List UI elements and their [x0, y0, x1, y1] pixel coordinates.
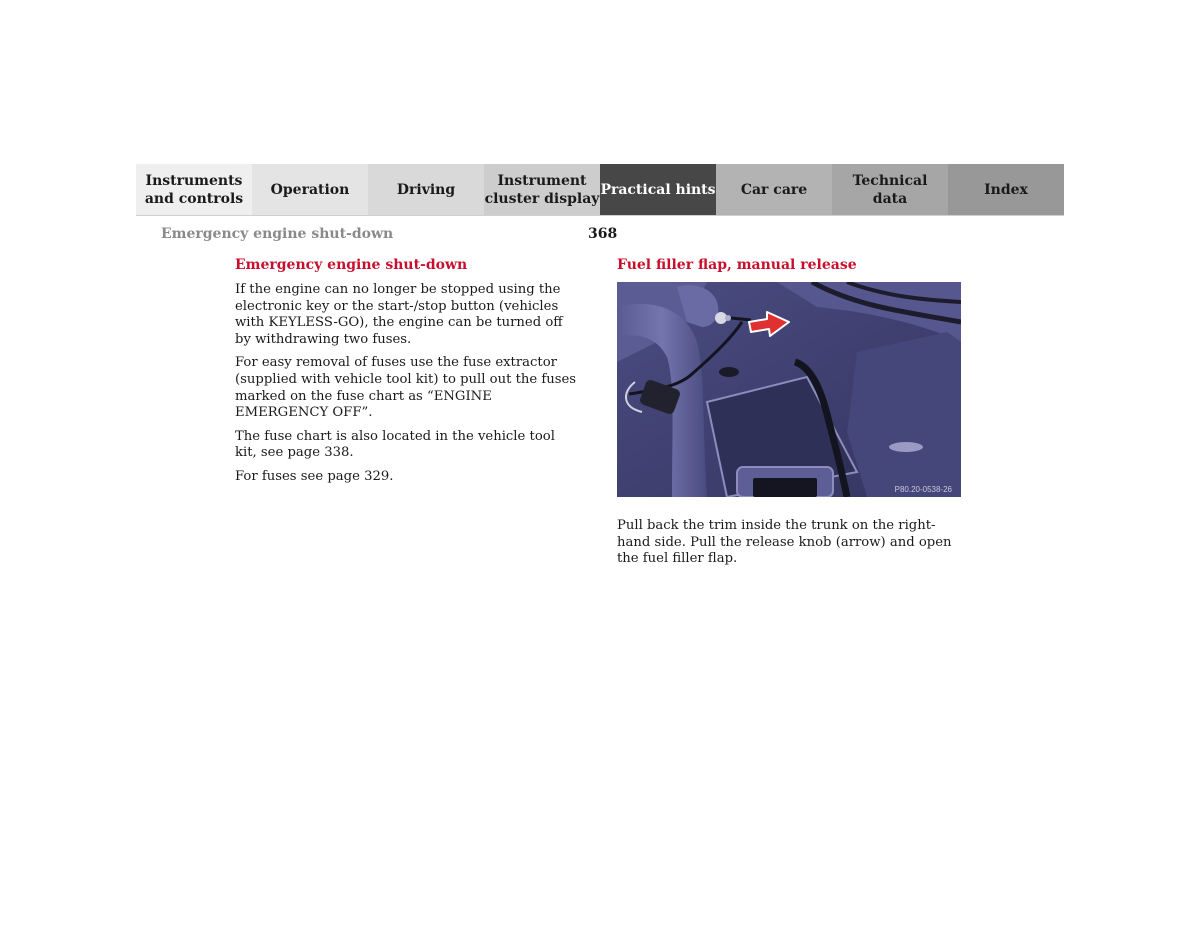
emergency-shutdown-section [235, 256, 580, 493]
paragraph: The fuse chart is also located in the vehicle tool kit, see page 338. [235, 428, 555, 461]
tab-practical-hints[interactable]: Practical hints [600, 164, 716, 215]
tab-operation[interactable]: Operation [252, 164, 368, 215]
paragraph: If the engine can no longer be stopped using the electronic key or the start-/stop button (vehicles with KEYLESS-GO), the engine can be turned off by withdrawing two fuses. [235, 282, 563, 347]
tab-divider [136, 215, 1064, 216]
tab-instruments-and-controls[interactable]: Instruments and controls [136, 164, 252, 215]
fuel-filler-flap-section [617, 256, 962, 575]
section-heading: Emergency engine shut-down [235, 257, 468, 273]
running-title: Emergency engine shut-down [161, 226, 394, 242]
section-heading: Fuel filler flap, manual release [617, 257, 857, 273]
trunk-release-illustration [617, 282, 961, 497]
paragraph: For fuses see page 329. [235, 468, 394, 484]
paragraph: For easy removal of fuses use the fuse extractor (supplied with vehicle tool kit) to pull out the fuses marked on the fuse chart as “ENGINE EMERGENCY OFF”. [235, 355, 577, 421]
tab-car-care[interactable]: Car care [716, 164, 832, 215]
trunk-interior-drawing [617, 282, 961, 497]
page-number: 368 [588, 226, 618, 242]
tab-technical-data[interactable]: Technical data [832, 164, 948, 215]
tab-instrument-cluster-display[interactable]: Instrument cluster display [484, 164, 600, 215]
tab-driving[interactable]: Driving [368, 164, 484, 215]
figure-code: P80.20-0538-26 [894, 485, 952, 494]
tab-index[interactable]: Index [948, 164, 1064, 215]
section-tab-bar [136, 164, 1064, 215]
paragraph: Pull back the trim inside the trunk on the right-hand side. Pull the release knob (arrow) and open the fuel filler flap. [617, 518, 952, 567]
